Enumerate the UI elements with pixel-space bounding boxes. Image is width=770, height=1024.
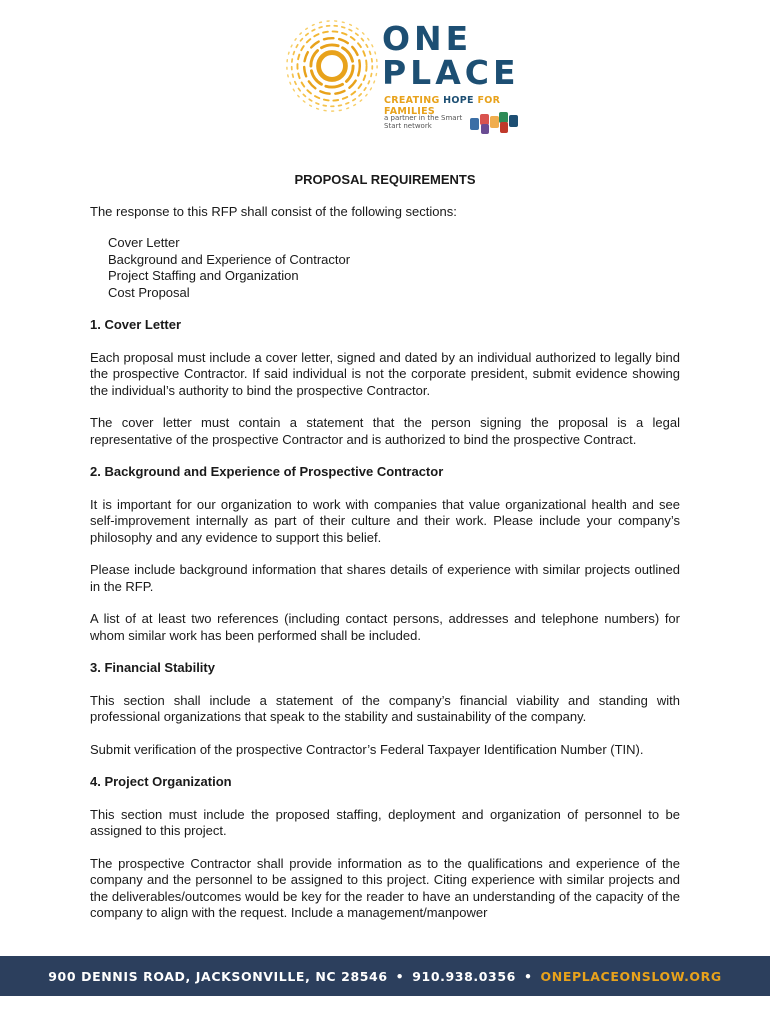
footer-phone: 910.938.0356 [412,968,516,984]
logo-word-place: PLACE [382,53,520,92]
footer-address: 900 DENNIS ROAD, JACKSONVILLE, NC 28546 [48,968,388,984]
section-heading-background: 2. Background and Experience of Prospective Contractor [90,464,444,479]
list-item: Cover Letter [108,235,180,250]
document-body [90,172,680,938]
footer-website-link[interactable]: ONEPLACEONSLOW.ORG [540,968,722,984]
paragraph: Submit verification of the prospective Contractor’s Federal Taxpayer Identification Number (TIN). [90,741,644,757]
section-heading-financial-stability: 3. Financial Stability [90,660,215,675]
tagline-hope: HOPE [443,95,474,106]
smart-start-logo-icon [470,110,520,136]
partner-note: a partner in the Smart Start network [384,114,463,130]
sun-swirl-icon [284,18,380,114]
section-heading-cover-letter: 1. Cover Letter [90,317,182,332]
document-title: PROPOSAL REQUIREMENTS [294,172,476,187]
paragraph: Please include background information that shares details of experience with similar projects outlined in the RFP. [90,562,680,594]
paragraph: This section shall include a statement of the company’s financial viability and standing with professional organizations that speak to the stability and sustainability of the company. [90,692,680,724]
paragraph: A list of at least two references (including contact persons, addresses and telephone numbers) for whom similar work has been performed shall be included. [90,611,680,643]
list-item: Cost Proposal [108,284,190,300]
tagline-part-b: FOR FAMILIES [384,95,501,117]
one-place-logo [284,12,524,137]
paragraph: Each proposal must include a cover letter, signed and dated by an individual authorized to legally bind the prospective Contractor. If said individual is not the corporate president, submit evidence showing the individual’s authority to bind the prospective Contractor. [90,349,680,398]
paragraph: This section must include the proposed staffing, deployment and organization of personnel to be assigned to this project. [90,806,680,838]
section-heading-project-organization: 4. Project Organization [90,774,232,789]
paragraph: The prospective Contractor shall provide information as to the qualifications and experience of the company and the personnel to be assigned to this project. Citing experience with similar projects and the deliverables/outcomes would be key for the reader to have an understanding of the capacity of the company to align with the request. Include a management/manpower [90,855,680,920]
footer-separator: • [523,968,533,984]
footer-bar [0,956,770,996]
list-item: Background and Experience of Contractor [108,251,351,267]
paragraph: It is important for our organization to work with companies that value organizational health and see self-improvement internally as part of their culture and their work. Please include your company’s philosophy and any evidence to support this belief. [90,496,680,545]
footer-separator: • [395,968,405,984]
logo-word-one: ONE [382,19,473,58]
intro-paragraph: The response to this RFP shall consist of the following sections: [90,203,457,219]
tagline-part-a: CREATING [384,95,444,106]
list-item: Project Staffing and Organization [108,268,299,283]
sections-list [108,235,680,301]
paragraph: The cover letter must contain a statement that the person signing the proposal is a legal representative of the prospective Contractor and is authorized to bind the prospective Contract. [90,415,680,447]
